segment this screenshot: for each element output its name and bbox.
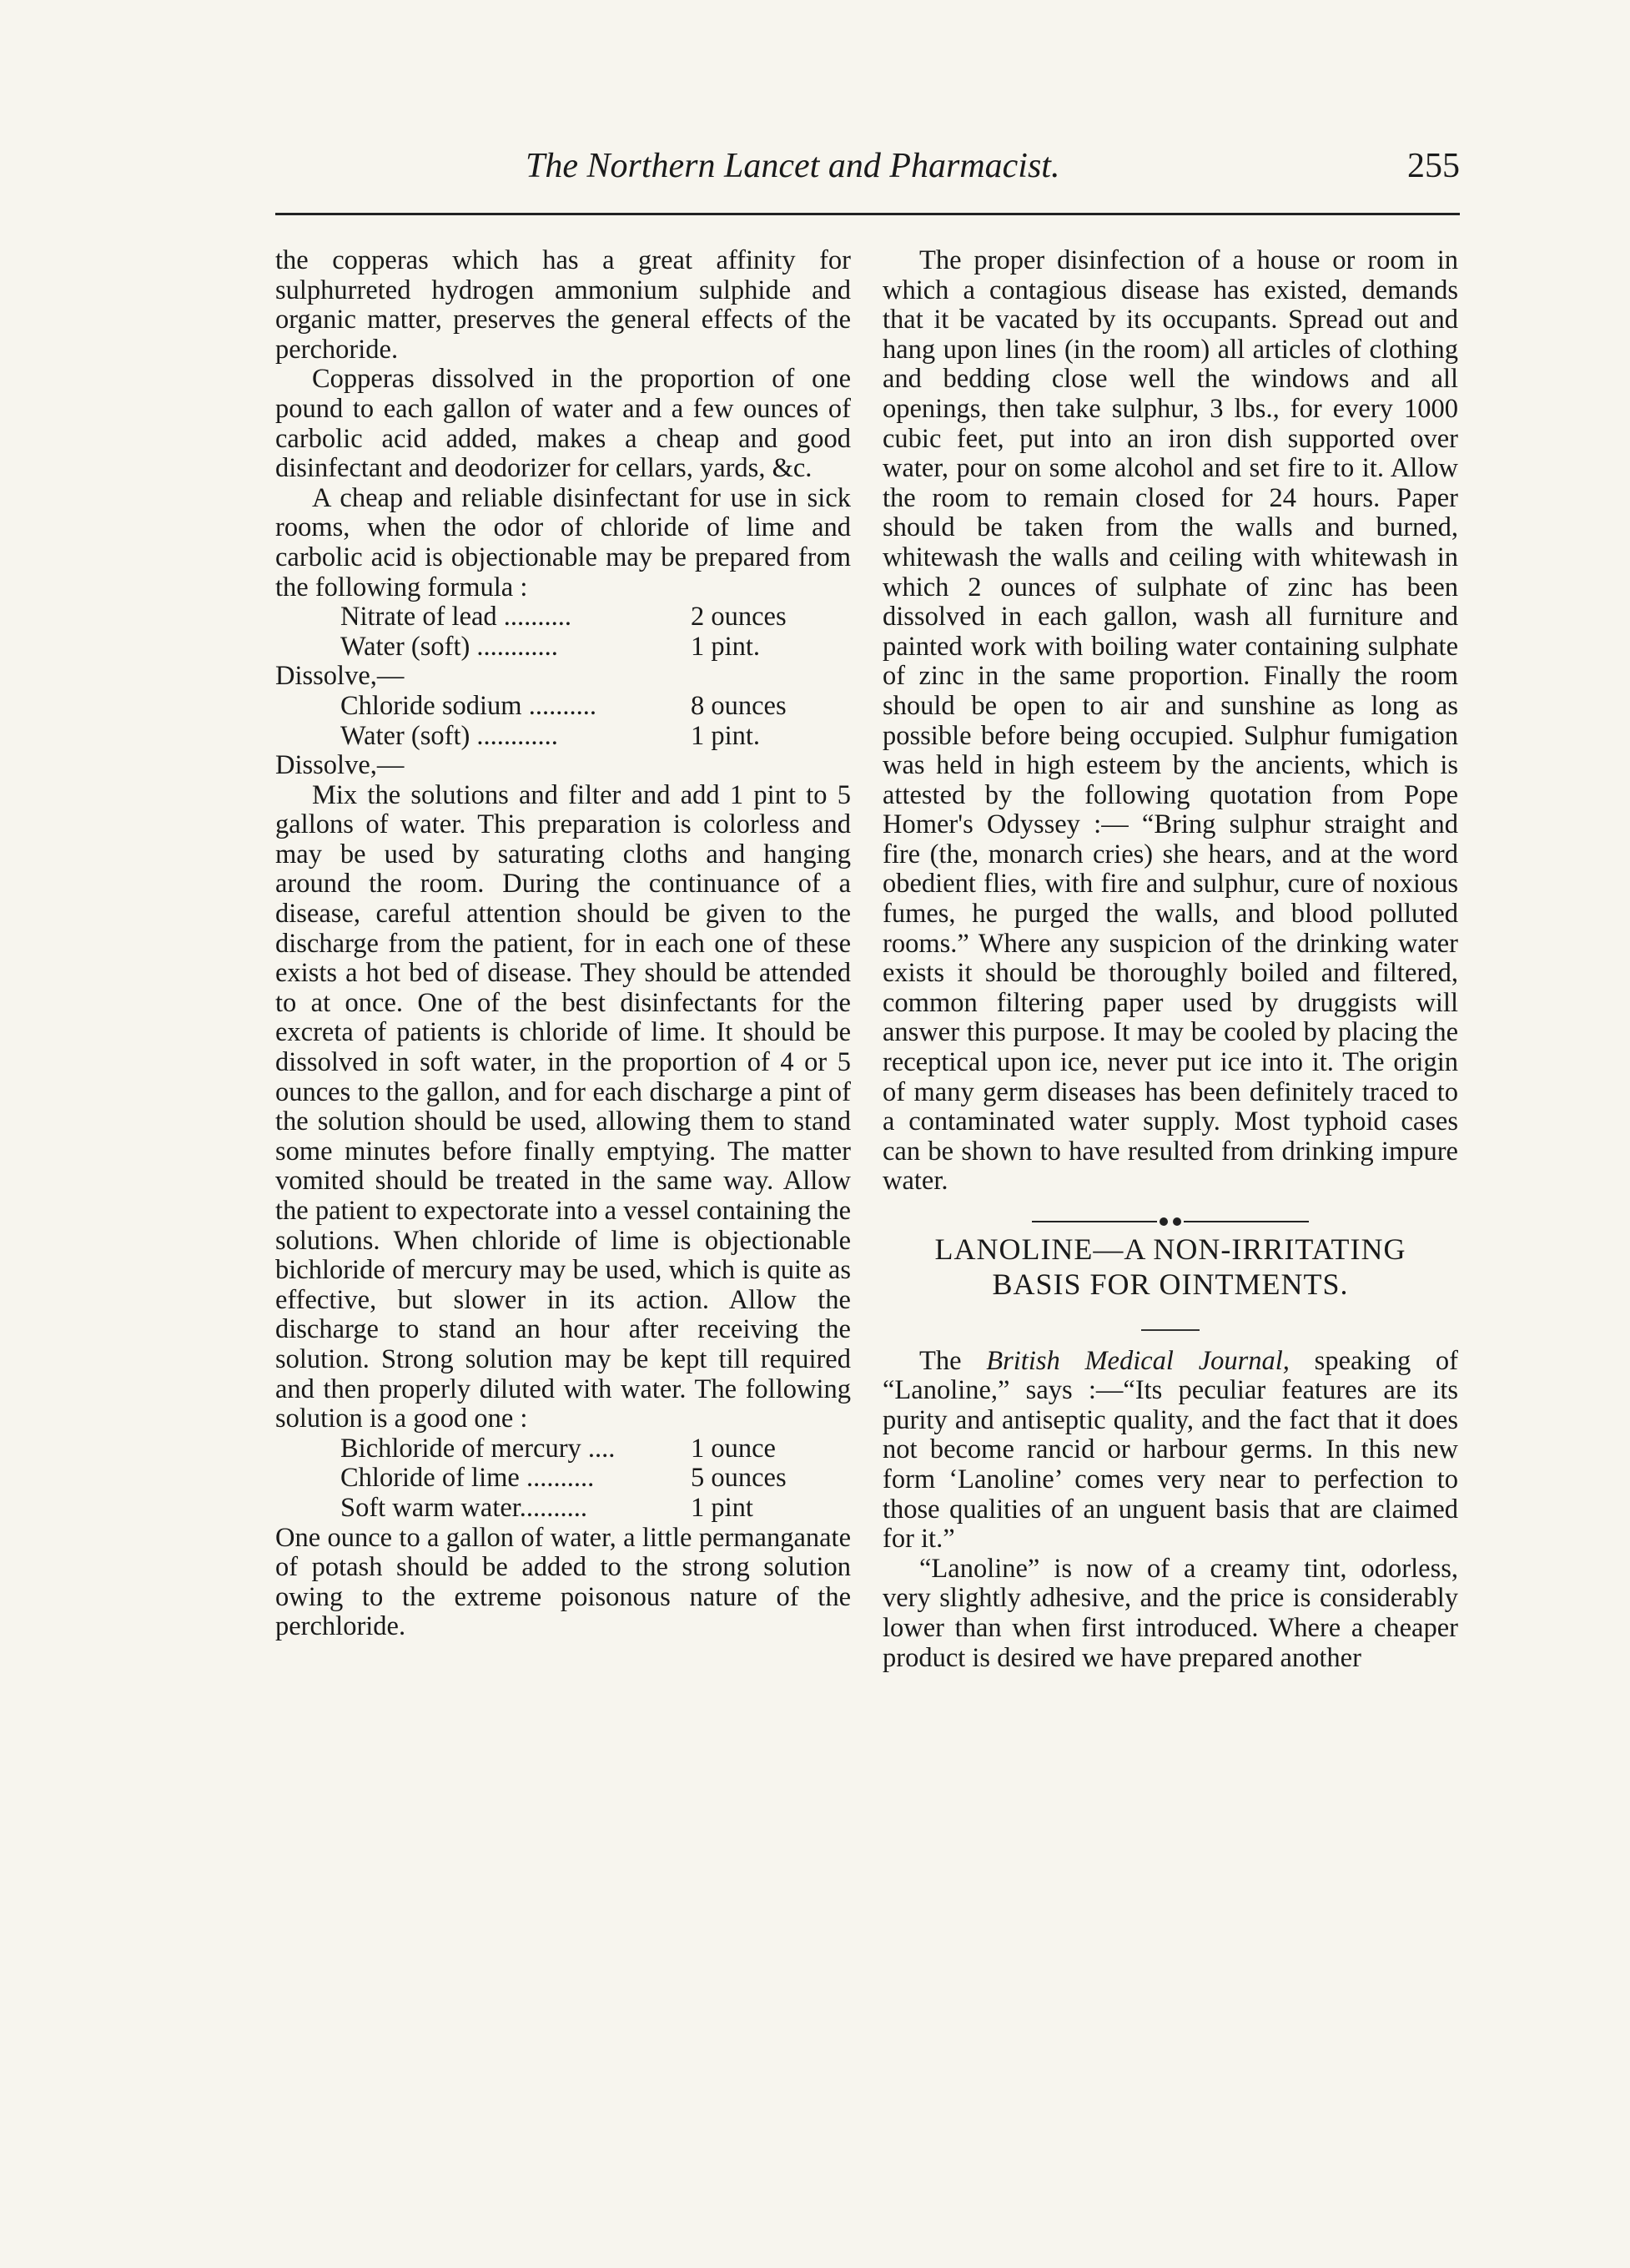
- ingredient-quantity: 1 ounce: [691, 1433, 776, 1464]
- ingredient-quantity: 5 ounces: [691, 1463, 787, 1494]
- right-column: [883, 246, 1458, 1673]
- section-heading: [883, 1232, 1458, 1302]
- left-column: [275, 246, 851, 1642]
- formula-line: [275, 1434, 851, 1464]
- journal-title: British Medical Journal,: [986, 1345, 1290, 1376]
- page-number: 255: [1407, 147, 1460, 185]
- paragraph: “Lanoline” is now of a creamy tint, odorless, very slightly adhesive, and the price is considerably lower than when first introduced. Where a cheaper product is desired we have prepared another: [883, 1553, 1458, 1673]
- ingredient-name: Water (soft) ............: [340, 720, 558, 751]
- dissolve-label: Dissolve,—: [275, 750, 405, 781]
- paragraph: The proper disinfection of a house or room in which a contagious disease has existed, demands that it be vacated by its occupants. Spread out and hang upon lines (in the room) all articles of clothing and bedding close well the windows and all openings, then take sulphur, 3 lbs., for every 1000 cubic feet, put into an iron dish supported over water, pour on some alcohol and set fire to it. Allow the room to remain closed for 24 hours. Paper should be taken from the walls and burned, whitewash the walls and ceiling with whitewash in which 2 ounces of sulphate of zinc has been dissolved in each gallon, wash all furniture and painted work with boiling water containing sulphate of zinc in the same proportion. Finally the room should be open to air and sunshine as long as possible before being occupied. Sulphur fumigation was held in high esteem by the ancients, which is attested by the following quotation from Pope Homer's Odyssey :— “Bring sulphur straight and fire (the, monarch cries) she hears, and at the word obedient flies, with fire and sulphur, cure of noxious fumes, he purged the walls, and blood polluted rooms.” Where any suspicion of the drinking water exists it should be thoroughly boiled and filtered, common filtering paper used by druggists will answer this purpose. It may be cooled by placing the receptical upon ice, never put ice into it. The origin of many germ diseases has been definitely traced to a contaminated water supply. Most typhoid cases can be shown to have resulted from drinking impure water.: [883, 245, 1458, 1197]
- ingredient-quantity: 2 ounces: [691, 602, 787, 633]
- section-ornament: [883, 1205, 1458, 1218]
- ingredient-name: Bichloride of mercury ....: [340, 1433, 616, 1464]
- ingredient-name: Nitrate of lead ..........: [340, 602, 572, 633]
- ingredient-name: Water (soft) ............: [340, 631, 558, 662]
- formula-1: [275, 602, 851, 662]
- heading-line: BASIS FOR OINTMENTS.: [992, 1268, 1349, 1301]
- header-rule: [275, 213, 1460, 215]
- formula-line: [275, 1464, 851, 1494]
- formula-line: [275, 602, 851, 633]
- ingredient-quantity: 8 ounces: [691, 690, 787, 721]
- text-run: speaking of “Lanoline,” says :—“Its peculiar features are its purity and antiseptic quality, and the fact that it does not become rancid or harbour germs. In this new form ‘Lanoline’ comes very near to perfection to those qualities of an unguent basis that are claimed for it.”: [883, 1345, 1459, 1555]
- formula-line: [275, 633, 851, 663]
- formula-line: [275, 692, 851, 722]
- ingredient-name: Chloride of lime ..........: [340, 1463, 595, 1494]
- formula-3: [275, 1434, 851, 1524]
- ingredient-name: Chloride sodium ..........: [340, 690, 596, 721]
- text-run: The: [919, 1345, 987, 1376]
- paragraph: A cheap and reliable disinfectant for use in sick rooms, when the odor of chloride of lime and carbolic acid is objectionable may be prepared from the following formula :: [275, 482, 851, 602]
- dissolve-label: Dissolve,—: [275, 661, 405, 692]
- paragraph: Copperas dissolved in the proportion of one pound to each gallon of water and a few ounces of carbolic acid added, makes a cheap and good disinfectant and deodorizer for cellars, yards, &c.: [275, 364, 851, 484]
- paragraph: Mix the solutions and filter and add 1 pint to 5 gallons of water. This preparation is colorless and may be used by saturating cloths and hanging around the room. During the continuance of a disease, careful attention should be given to the discharge from the patient, for in each one of these exists a hot bed of disease. They should be attended to at once. One of the best disinfectants for the excreta of patients is chloride of lime. It should be dissolved in soft water, in the proportion of 4 or 5 ounces to the gallon, and for each discharge a pint of the solution should be used, allowing them to stand some minutes before finally emptying. The matter vomited should be treated in the same way. Allow the patient to expectorate into a vessel containing the solutions. When chloride of lime is objectionable bichloride of mercury may be used, which is quite as effective, but slower in its action. Allow the discharge to stand an hour after receiving the solution. Strong solution may be kept till required and then properly diluted with water. The following solution is a good one :: [275, 779, 851, 1434]
- paragraph: [883, 1347, 1458, 1555]
- formula-2: [275, 692, 851, 751]
- formula-line: [275, 1494, 851, 1524]
- page-header: [275, 138, 1460, 196]
- ingredient-name: Soft warm water..........: [340, 1492, 588, 1523]
- running-title: The Northern Lancet and Pharmacist.: [526, 147, 1060, 185]
- ingredient-quantity: 1 pint.: [691, 720, 761, 751]
- heading-rule: [883, 1308, 1458, 1338]
- ingredient-quantity: 1 pint.: [691, 631, 761, 662]
- ingredient-quantity: 1 pint: [691, 1492, 753, 1523]
- heading-line: LANOLINE—A NON-IRRITATING: [934, 1232, 1406, 1266]
- paragraph: One ounce to a gallon of water, a little permanganate of potash should be added to the strong solution owing to the extreme poisonous nature of the perchloride.: [275, 1522, 851, 1642]
- paragraph: the copperas which has a great affinity for sulphurreted hydrogen ammonium sulphide and organic matter, preserves the general effects of the perchoride.: [275, 245, 851, 365]
- formula-line: [275, 722, 851, 752]
